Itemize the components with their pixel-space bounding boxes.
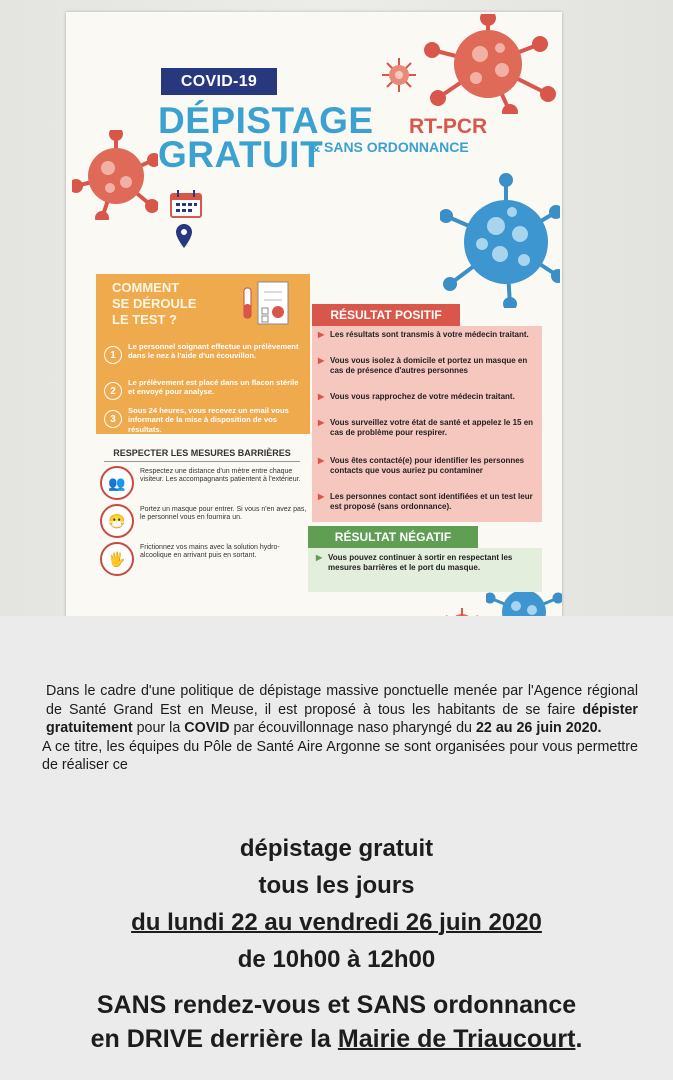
test-tube-illustration-icon <box>236 278 296 330</box>
announce-drive: en DRIVE derrière la <box>90 1025 338 1053</box>
positive-item <box>318 456 536 475</box>
p1-text: par écouvillonnage naso pharyngé du <box>229 720 476 737</box>
barrier-text: Respectez une distance d'un mètre entre chaque visiteur. Les accompagnants patientent à l'extérieur. <box>140 468 301 484</box>
announce-hours: de 10h00 à 12h00 <box>237 946 436 973</box>
virus-red-large-icon <box>418 14 558 114</box>
how-step <box>104 378 304 400</box>
virus-red-small-icon <box>382 58 416 92</box>
notice-sheet <box>0 616 673 1080</box>
negative-item <box>316 553 536 572</box>
virus-blue-large-icon <box>440 172 560 308</box>
step-number: 2 <box>104 382 122 400</box>
p1-text: pour la <box>132 720 185 737</box>
announce-line: dépistage gratuit <box>239 835 434 862</box>
announce-period: . <box>575 1025 583 1053</box>
positive-item <box>318 330 536 340</box>
arrow-right-icon: ▶ <box>318 392 325 401</box>
barrier-item <box>100 542 310 576</box>
how-heading-line: COMMENT <box>112 280 180 295</box>
covid-badge: COVID-19 <box>161 68 277 95</box>
covid-poster <box>66 12 562 628</box>
calendar-icon <box>170 190 202 218</box>
title-sans-ordonnance: & SANS ORDONNANCE <box>310 139 469 155</box>
arrow-right-icon: ▶ <box>318 356 325 365</box>
negative-item-text: Vous pouvez continuer à sortir en respectant les mesures barrières et le port du masque. <box>328 553 513 572</box>
notice-p2: A ce titre, les équipes du Pôle de Santé Aire Argonne se sont organisées pour vous permettre de réaliser ce <box>42 738 638 774</box>
positive-item <box>318 492 536 511</box>
title-gratuit: GRATUIT <box>158 134 324 175</box>
how-heading-line: LE TEST ? <box>112 312 177 327</box>
arrow-right-icon: ▶ <box>318 492 325 501</box>
arrow-right-icon: ▶ <box>316 553 323 562</box>
distance-people-icon: 👥 <box>100 466 134 500</box>
negative-result-label: RÉSULTAT NÉGATIF <box>308 526 478 548</box>
arrow-right-icon: ▶ <box>318 330 325 339</box>
how-heading-line: SE DÉROULE <box>112 296 197 311</box>
title-rt-pcr: RT-PCR <box>409 115 488 138</box>
step-text: Le prélèvement est placé dans un flacon stérile et envoyé pour analyse. <box>128 378 299 397</box>
title-depistage: DÉPISTAGE <box>158 100 374 141</box>
p1-text: Dans le cadre d'une politique de dépistage massive ponctuelle menée par l'Agence régional de Santé Grand Est en Meuse, il est proposé à tous les habitants de se faire <box>46 683 638 718</box>
step-number: 1 <box>104 346 122 364</box>
positive-result-label: RÉSULTAT POSITIF <box>312 304 460 326</box>
p1-bold: 22 au 26 juin 2020. <box>475 720 602 737</box>
how-test-works-box <box>96 274 310 434</box>
p1-bold: COVID <box>184 720 230 737</box>
wash-hands-icon: 🖐 <box>100 542 134 576</box>
barrier-text: Portez un masque pour entrer. Si vous n'en avez pas, le personnel vous en fournira un. <box>140 506 307 522</box>
announce-line: SANS rendez-vous et SANS ordonnance <box>96 991 577 1019</box>
positive-item-text: Les résultats sont transmis à votre médecin traitant. <box>330 330 529 339</box>
positive-item-text: Vous êtes contacté(e) pour identifier les personnes contacts que vous auriez pu contaminer <box>330 456 525 475</box>
positive-item <box>318 356 536 375</box>
barrier-measures-title: RESPECTER LES MESURES BARRIÈRES <box>104 448 300 462</box>
mask-face-icon: 😷 <box>100 504 134 538</box>
arrow-right-icon: ▶ <box>318 456 325 465</box>
announce-dates: du lundi 22 au vendredi 26 juin 2020 <box>131 909 542 936</box>
how-step <box>104 342 304 364</box>
announce-line: tous les jours <box>258 872 415 899</box>
arrow-right-icon: ▶ <box>318 418 325 427</box>
positive-item-text: Vous vous isolez à domicile et portez un masque en cas de présence d'autres personnes <box>330 356 528 375</box>
location-pin-icon <box>176 224 192 248</box>
step-number: 3 <box>104 410 122 428</box>
notice-p1 <box>42 682 638 738</box>
positive-result-box <box>312 326 542 522</box>
announce-location: Mairie de Triaucourt <box>337 1025 576 1053</box>
positive-item-text: Vous surveillez votre état de santé et appelez le 15 en cas de problème pour respirer. <box>330 418 534 437</box>
step-text: Sous 24 heures, vous recevez un email vous informant de la mise à disposition de vos résultats. <box>128 406 289 434</box>
how-step <box>104 406 304 434</box>
how-heading <box>112 280 224 328</box>
barrier-item <box>100 466 310 500</box>
barrier-item <box>100 504 310 538</box>
positive-item <box>318 418 536 437</box>
barrier-text: Frictionnez vos mains avec la solution hydro-alcoolique en arrivant puis en sortant. <box>140 544 280 560</box>
step-text: Le personnel soignant effectue un prélèvement dans le nez à l'aide d'un écouvillon. <box>128 342 299 361</box>
p1-bold: dépister gratuitement <box>46 701 638 737</box>
positive-item <box>318 392 536 402</box>
positive-item-text: Les personnes contact sont identifiées et un test leur est proposé (sans ordonnance). <box>330 492 533 511</box>
virus-red-left-icon <box>72 130 158 220</box>
notice-paragraph <box>42 682 638 775</box>
announcement <box>0 830 673 1056</box>
positive-item-text: Vous vous rapprochez de votre médecin traitant. <box>330 392 515 401</box>
negative-result-box <box>308 548 542 592</box>
